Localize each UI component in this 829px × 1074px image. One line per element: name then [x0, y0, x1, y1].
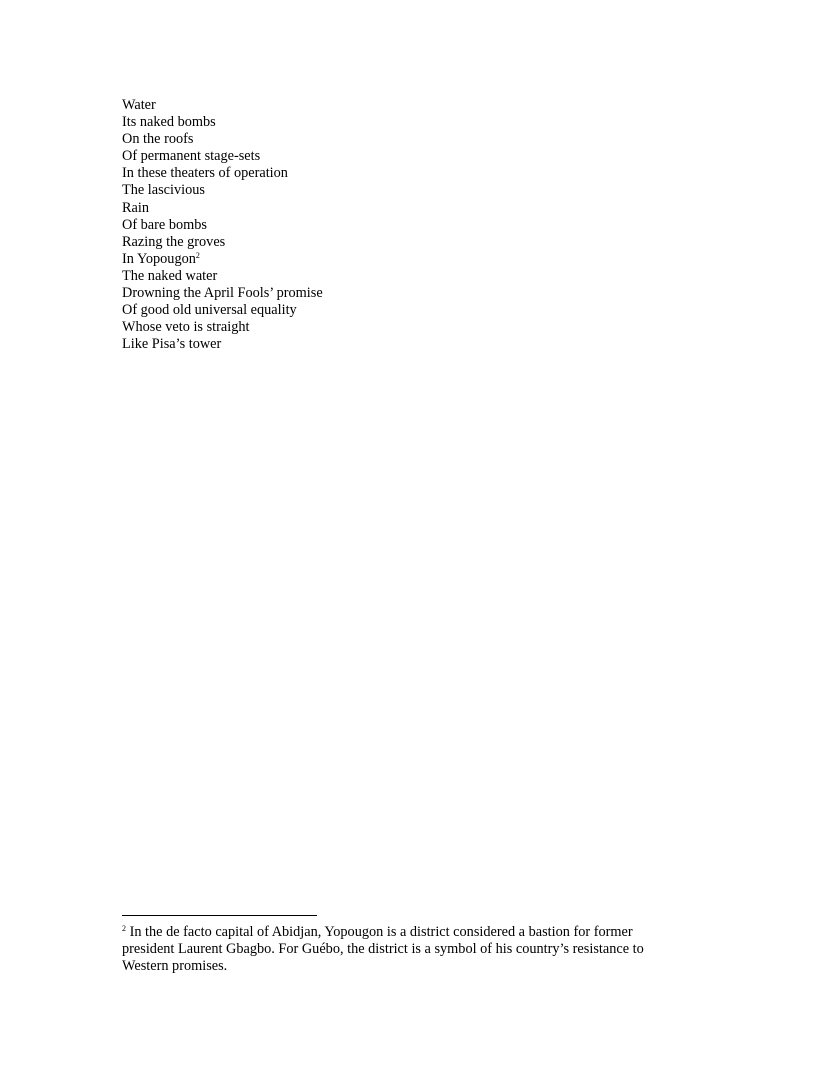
poem-line: Its naked bombs [122, 114, 216, 131]
poem-line: Like Pisa’s tower [122, 336, 222, 353]
footnote-reference[interactable]: 2 [195, 250, 200, 260]
poem-line: In these theaters of operation [122, 165, 288, 182]
footnote-separator [122, 915, 317, 916]
poem-line: Drowning the April Fools’ promise [122, 285, 323, 302]
poem-line: The lascivious [122, 182, 205, 199]
poem-line: Of good old universal equality [122, 302, 297, 319]
footnote-text: In the de facto capital of Abidjan, Yopougon is a district considered a bastion for former [129, 924, 633, 940]
footnote-line [122, 924, 682, 941]
footnote-number: 2 [122, 924, 126, 933]
footnote-line: president Laurent Gbagbo. For Guébo, the district is a symbol of his country’s resistance to [122, 941, 644, 958]
footnote [122, 924, 682, 976]
poem-line: Rain [122, 199, 150, 216]
poem-body [122, 97, 722, 353]
poem-line: Of bare bombs [122, 216, 207, 233]
poem-line: Of permanent stage-sets [122, 148, 261, 165]
poem-line-text: In Yopougon [122, 250, 196, 267]
poem-line: On the roofs [122, 131, 194, 148]
poem-line: Razing the groves [122, 233, 226, 250]
poem-line-with-footnote-ref [122, 251, 722, 268]
footnote-line: Western promises. [122, 958, 228, 975]
poem-line: The naked water [122, 267, 218, 284]
poem-line: Water [122, 97, 156, 113]
poem-line: Whose veto is straight [122, 319, 250, 336]
